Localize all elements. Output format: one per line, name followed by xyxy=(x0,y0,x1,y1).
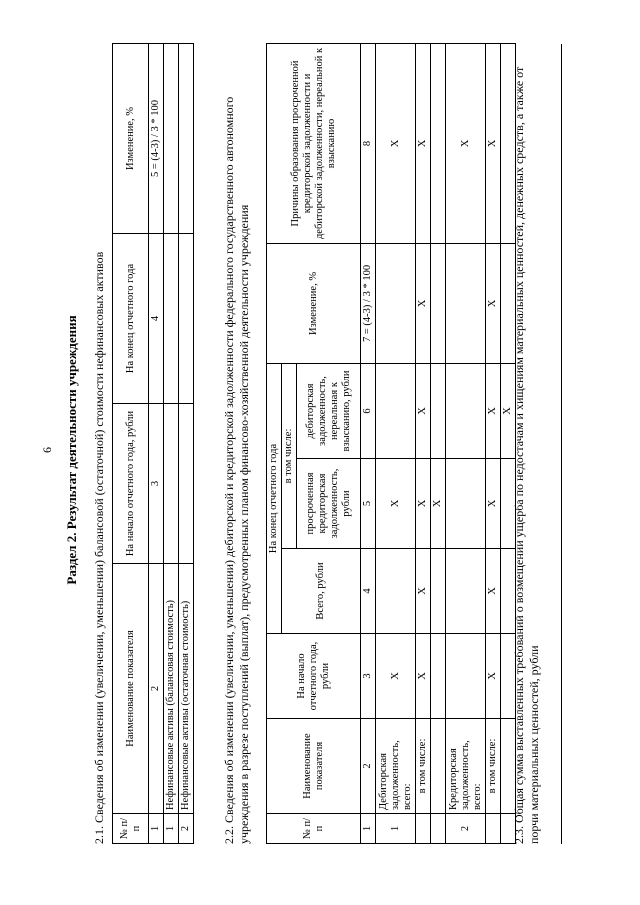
cell-x-mark: X xyxy=(416,549,431,634)
table-2-2-numbering-row xyxy=(361,43,376,843)
cell-x-mark: X xyxy=(446,43,486,243)
cell-x-mark: X xyxy=(486,634,501,719)
table-2-2 xyxy=(266,43,516,844)
header-change: Изменение, % xyxy=(113,44,149,234)
cell-x-mark: X xyxy=(486,549,501,634)
col-number: 5 = (4-3) / 3 * 100 xyxy=(149,44,164,234)
table-2-1 xyxy=(112,43,194,844)
row-name: Кредиторская задолженность, всего: xyxy=(446,719,486,814)
cell-x-mark: X xyxy=(486,459,501,549)
cell-empty xyxy=(164,234,179,404)
cell-x-mark: X xyxy=(501,363,516,458)
row-num-empty xyxy=(486,814,501,844)
col-number: 1 xyxy=(361,814,376,844)
cell-x-mark: X xyxy=(416,363,431,458)
cell-empty xyxy=(179,44,194,234)
section-title: Раздел 2. Результат деятельности учреждения xyxy=(64,315,79,585)
cell-empty xyxy=(431,549,446,634)
header-name: Наименование показателя xyxy=(113,564,149,814)
header-begin: На начало отчетного года, рубли xyxy=(267,634,361,719)
header-name: Наименование показателя xyxy=(267,719,361,814)
header-num: № п/п xyxy=(113,814,149,844)
table-row-receivable-detail xyxy=(431,43,446,843)
cell-x-mark: X xyxy=(416,634,431,719)
rotated-document-sheet xyxy=(30,10,620,890)
cell-x-mark: X xyxy=(486,363,501,458)
row-num: 2 xyxy=(446,814,486,844)
table-row xyxy=(164,44,179,844)
cell-x-mark: X xyxy=(486,43,501,243)
header-begin: На начало отчетного года, рубли xyxy=(113,404,149,564)
col-number: 7 = (4-3) / 3 * 100 xyxy=(361,243,376,363)
cell-empty xyxy=(164,404,179,564)
cell-x-mark: X xyxy=(416,243,431,363)
cell-empty xyxy=(446,243,486,363)
col-number: 2 xyxy=(361,719,376,814)
table-2-2-caption: 2.2. Сведения об изменении (увеличении, уменьшении) дебиторской и кредиторской задолженности федерального государственного автономного учреждения в разрезе поступлений (выплат), предусмотренных планом финансово-хозяйственной деятельности учреждения xyxy=(222,96,251,844)
cell-empty xyxy=(179,404,194,564)
cell-x-mark: X xyxy=(431,459,446,549)
cell-empty xyxy=(376,549,416,634)
table-row-payable xyxy=(446,43,486,843)
row-name: Дебиторская задолженность, всего: xyxy=(376,719,416,814)
col-number: 8 xyxy=(361,43,376,243)
header-change: Изменение, % xyxy=(267,243,361,363)
page-number: 6 xyxy=(40,447,54,453)
col-number: 5 xyxy=(361,459,376,549)
table-row-payable-including xyxy=(486,43,501,843)
header-end: На конец отчетного года xyxy=(113,234,149,404)
row-name: в том числе: xyxy=(416,719,431,814)
col-number: 4 xyxy=(361,549,376,634)
header-unrealizable: дебиторская задолженность, нереальная к взысканию, рубли xyxy=(297,363,361,458)
cell-empty xyxy=(431,243,446,363)
col-number: 3 xyxy=(149,404,164,564)
col-number: 4 xyxy=(149,234,164,404)
cell-empty xyxy=(446,459,486,549)
table-2-2-header-row xyxy=(267,43,282,843)
cell-x-mark: X xyxy=(376,43,416,243)
cell-empty xyxy=(376,243,416,363)
col-number: 3 xyxy=(361,634,376,719)
cell-empty xyxy=(446,549,486,634)
cell-empty xyxy=(431,363,446,458)
header-num: № п/п xyxy=(267,814,361,844)
cell-empty xyxy=(164,44,179,234)
col-number: 2 xyxy=(149,564,164,814)
row-num: 1 xyxy=(164,814,179,844)
cell-empty xyxy=(179,234,194,404)
table-row xyxy=(179,44,194,844)
header-reasons: Причины образования просроченной кредиторской задолженности и дебиторской задолженности, нереальной к взысканию xyxy=(267,43,361,243)
header-overdue: просроченная кредиторская задолженность, рубли xyxy=(297,459,361,549)
cell-x-mark: X xyxy=(416,43,431,243)
section-2-3-text: 2.3. Общая сумма выставленных требований о возмещении ущерба по недостачам и хищениям материальных ценностей, денежных средств, а также от порчи материальных ценностей, рубли xyxy=(512,66,541,844)
row-num: 2 xyxy=(179,814,194,844)
table-2-1-header-row xyxy=(113,44,149,844)
header-total: Всего, рубли xyxy=(282,549,361,634)
row-num-empty xyxy=(416,814,431,844)
cell-x-mark: X xyxy=(376,459,416,549)
cell-empty xyxy=(446,363,486,458)
table-row-receivable xyxy=(376,43,416,843)
cell-x-mark: X xyxy=(486,243,501,363)
header-including: в том числе: xyxy=(282,363,297,548)
row-name: Нефинансовые активы (остаточная стоимость) xyxy=(179,564,194,814)
cell-empty xyxy=(431,719,446,814)
cell-empty xyxy=(431,634,446,719)
col-number: 1 xyxy=(149,814,164,844)
cell-empty xyxy=(431,43,446,243)
table-2-1-numbering-row xyxy=(149,44,164,844)
table-row-receivable-including xyxy=(416,43,431,843)
cell-x-mark: X xyxy=(416,459,431,549)
row-num: 1 xyxy=(376,814,416,844)
row-name: в том числе: xyxy=(486,719,501,814)
underline-rule xyxy=(561,44,562,844)
cell-empty xyxy=(376,363,416,458)
header-end-group: На конец отчетного года xyxy=(267,363,282,633)
cell-empty xyxy=(446,634,486,719)
row-num-empty xyxy=(431,814,446,844)
cell-x-mark: X xyxy=(376,634,416,719)
col-number: 6 xyxy=(361,363,376,458)
table-2-1-caption: 2.1. Сведения об изменении (увеличении, уменьшении) балансовой (остаточной) стоимости нефинансовых активов xyxy=(92,251,106,844)
row-name: Нефинансовые активы (балансовая стоимость) xyxy=(164,564,179,814)
